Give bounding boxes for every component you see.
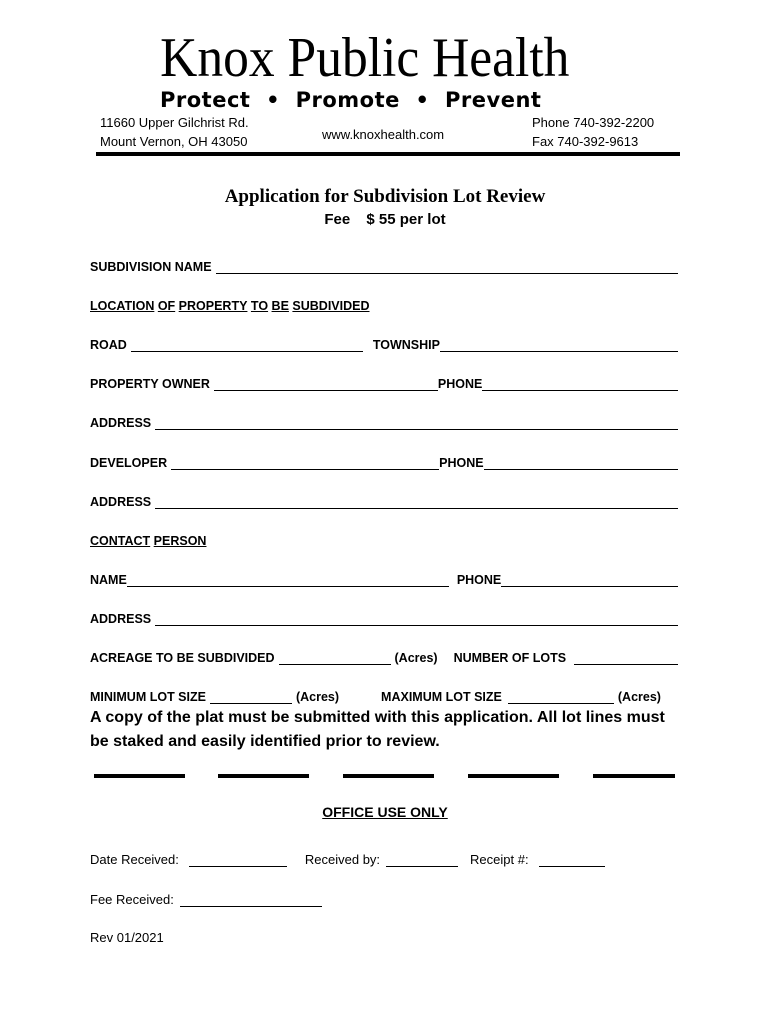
developer-address-field[interactable] bbox=[155, 494, 678, 509]
org-tagline: Protect • Promote • Prevent bbox=[160, 88, 542, 112]
subdivision-name-row bbox=[90, 254, 678, 274]
max-lot-size-label: MAXIMUM LOT SIZE bbox=[381, 690, 502, 704]
divider-segment-5 bbox=[593, 774, 675, 778]
received-by-label: Received by: bbox=[304, 852, 381, 867]
received-by-field[interactable] bbox=[386, 852, 458, 867]
owner-phone-field[interactable] bbox=[482, 376, 678, 391]
developer-field[interactable] bbox=[171, 455, 439, 470]
min-lot-size-units: (Acres) bbox=[295, 690, 340, 704]
divider-segment-1 bbox=[94, 774, 185, 778]
contact-address-field[interactable] bbox=[155, 611, 678, 626]
contact-name-label: NAME bbox=[90, 573, 127, 587]
developer-address-row bbox=[90, 489, 678, 509]
owner-address-field[interactable] bbox=[155, 415, 678, 430]
developer-phone-field[interactable] bbox=[484, 455, 678, 470]
fee-received-label: Fee Received: bbox=[90, 892, 174, 907]
developer-address-label: ADDRESS bbox=[90, 495, 152, 509]
divider-segment-2 bbox=[218, 774, 309, 778]
road-township-row bbox=[90, 332, 678, 352]
plat-requirement-note: A copy of the plat must be submitted with this application. All lot lines must be staked and easily identified prior to review. bbox=[90, 709, 665, 750]
developer-label: DEVELOPER bbox=[90, 456, 168, 470]
subdivision-name-field[interactable] bbox=[216, 259, 678, 274]
contact-heading bbox=[90, 528, 678, 548]
developer-row bbox=[90, 450, 678, 470]
contact-address-row bbox=[90, 606, 678, 626]
min-lot-size-label: MINIMUM LOT SIZE bbox=[90, 690, 206, 704]
acreage-label: ACREAGE TO BE SUBDIVIDED bbox=[90, 651, 275, 665]
contact-word: CONTACT bbox=[90, 534, 151, 548]
township-field[interactable] bbox=[440, 337, 678, 352]
min-lot-size-field[interactable] bbox=[210, 689, 292, 704]
location-heading bbox=[90, 293, 678, 313]
org-logo-title: Knox Public Health bbox=[160, 27, 570, 89]
max-lot-size-field[interactable] bbox=[508, 689, 614, 704]
to-word: TO bbox=[250, 299, 269, 313]
phone-number: Phone 740-392-2200 bbox=[532, 115, 655, 130]
owner-address-label: ADDRESS bbox=[90, 416, 152, 430]
receipt-number-label: Receipt #: bbox=[470, 852, 529, 867]
form-title: Application for Subdivision Lot Review bbox=[224, 186, 546, 207]
contact-name-field[interactable] bbox=[127, 572, 449, 587]
revision-label: Rev 01/2021 bbox=[90, 930, 164, 945]
office-row-2 bbox=[90, 887, 322, 907]
number-of-lots-field[interactable] bbox=[574, 650, 678, 665]
fee-label: Fee bbox=[324, 211, 351, 228]
acreage-units: (Acres) bbox=[394, 651, 438, 665]
header-divider bbox=[96, 152, 680, 156]
fee-received-field[interactable] bbox=[180, 892, 322, 907]
divider-segment-4 bbox=[468, 774, 559, 778]
contact-phone-label: PHONE bbox=[456, 573, 502, 587]
contact-address-label: ADDRESS bbox=[90, 612, 152, 626]
subdivision-name-label: SUBDIVISION NAME bbox=[90, 260, 212, 274]
date-received-label: Date Received: bbox=[90, 852, 179, 867]
of-word: OF bbox=[157, 299, 176, 313]
acreage-field[interactable] bbox=[279, 650, 391, 665]
road-label: ROAD bbox=[90, 338, 127, 352]
website-link[interactable]: www.knoxhealth.com bbox=[322, 127, 445, 142]
fee-value: $ 55 per lot bbox=[366, 211, 446, 228]
address-line-1: 11660 Upper Gilchrist Rd. bbox=[100, 115, 249, 130]
lot-size-row bbox=[90, 684, 678, 704]
subdivided-word: SUBDIVIDED bbox=[292, 299, 370, 313]
location-word: LOCATION bbox=[90, 299, 155, 313]
divider-segment-3 bbox=[343, 774, 434, 778]
property-owner-row bbox=[90, 371, 678, 391]
property-owner-field[interactable] bbox=[214, 376, 438, 391]
acreage-row bbox=[90, 645, 678, 665]
date-received-field[interactable] bbox=[189, 852, 287, 867]
person-word: PERSON bbox=[153, 534, 207, 548]
fee-line bbox=[0, 211, 770, 228]
contact-phone-field[interactable] bbox=[501, 572, 678, 587]
owner-phone-label: PHONE bbox=[437, 377, 483, 391]
receipt-number-field[interactable] bbox=[539, 852, 605, 867]
office-use-heading: OFFICE USE ONLY bbox=[322, 804, 448, 820]
property-word: PROPERTY bbox=[178, 299, 248, 313]
max-lot-size-units: (Acres) bbox=[617, 690, 661, 704]
owner-address-row bbox=[90, 410, 678, 430]
township-label: TOWNSHIP bbox=[372, 338, 440, 352]
number-of-lots-label: NUMBER OF LOTS bbox=[453, 651, 567, 665]
road-field[interactable] bbox=[131, 337, 363, 352]
office-row-1 bbox=[90, 847, 605, 867]
fax-number: Fax 740-392-9613 bbox=[532, 134, 639, 149]
contact-name-row bbox=[90, 567, 678, 587]
address-line-2: Mount Vernon, OH 43050 bbox=[100, 134, 248, 149]
developer-phone-label: PHONE bbox=[439, 456, 484, 470]
property-owner-label: PROPERTY OWNER bbox=[90, 377, 210, 391]
be-word: BE bbox=[271, 299, 289, 313]
